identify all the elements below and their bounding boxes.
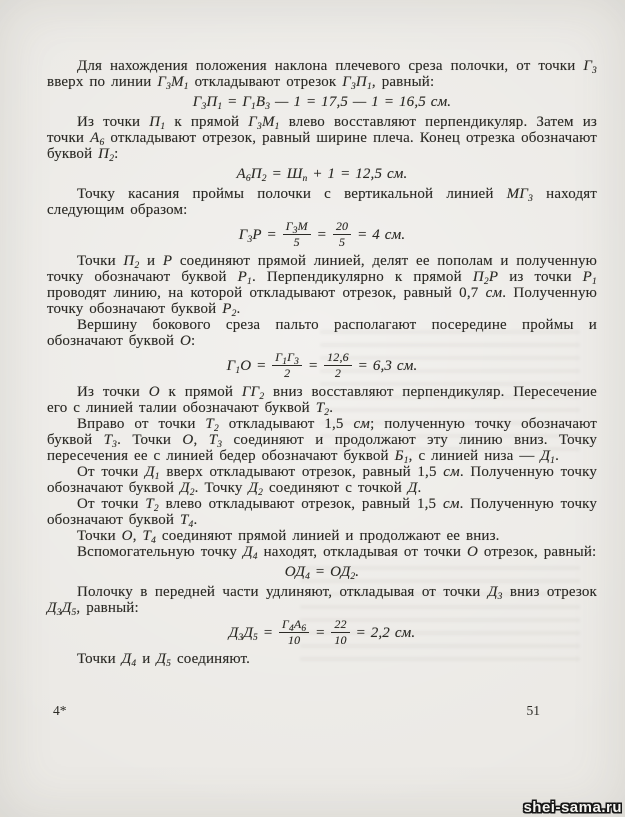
paragraph: Вспомогательную точку $Д_4$ находят, откладывая от точки О отрезок, равный: [77,543,597,562]
formula [47,564,597,580]
formula-text: = [310,624,331,641]
formula-text: $Д_3Д_5$ = [228,624,278,643]
formula-text: $ОД_4 = ОД_2$. [284,563,360,582]
formula-text: $Г_1О$ = [226,357,272,376]
formula [47,616,597,647]
formula-text: $А_6П_2 = Ш_п + 1 = 12,5$ см. [236,166,408,184]
formula [47,349,597,380]
paragraph: Из точки О к прямой $ГГ_2$ вниз восставляют перпендикуляр. Пересечение его с линией талии обозначают буквой $Т_2$. [47,383,597,418]
formula [47,94,597,110]
formula-text: = 2,2 см. [350,624,416,641]
formula-text: $Г_3П_1 = Г_1В_3$ — 1 = 17,5 — 1 = 16,5 см. [192,94,452,112]
formula-text: = [311,226,332,243]
paragraph: От точки $Т_2$ влево откладывают отрезок, равный 1,5 см. Полученную точку обозначают буквой $Т_4$. [47,495,598,530]
page-footer [47,703,597,719]
fraction: $\frac{22}{10}$ [330,618,350,647]
watermark: shei-sama.ru [523,799,622,816]
page-content [47,58,597,667]
paragraph: Точки $П_2$ и Р соединяют прямой линией, делят ее пополам и полученную точку обозначают буквой $Р_1$. Перпендикулярно к прямой $П_2Р$ из точки $Р_1$ проводят линию, на которой откладывают отрезок, равный 0,7 см. Полученную точку обозначают буквой $Р_2$. [47,252,598,319]
paragraph: Вправо от точки $Т_2$ откладывают 1,5 см; полученную точку обозначают буквой $Т_3$. Точки О, $Т_3$ соединяют и продолжают эту линию вниз. Точку пересечения ее с линией бедер обозначают буквой $Б_1$, с линией низа — $Д_1$. [47,415,597,466]
paragraph: Точку касания проймы полочки с вертикальной линией $МГ_3$ находят следующим образом: [47,186,597,218]
fraction: $\frac{Г_4А_6}{10}$ [278,618,310,647]
fraction: $\frac{12,6}{2}$ [323,351,353,380]
paragraph: Из точки $П_1$ к прямой $Г_3М_1$ влево восставляют перпендикуляр. Затем из точки $А_6$ откладывают отрезок, равный ширине плеча. Конец отрезка обозначают буквой $П_2$: [47,114,597,164]
signature-mark: 4* [53,703,67,718]
paragraph: Точки О, $Т_4$ соединяют прямой линией и продолжают ее вниз. [77,527,500,546]
fraction: $\frac{Г_1Г_3}{2}$ [271,351,303,380]
paragraph: Полочку в передней части удлиняют, откладывая от точки $Д_3$ вниз отрезок $Д_3Д_5$, равный: [47,583,597,618]
formula-text: = [303,357,324,374]
paragraph: Точки $Д_4$ и $Д_5$ соединяют. [77,650,251,669]
formula [47,166,597,182]
formula [47,219,597,249]
formula-text: $Г_3Р$ = [238,226,282,245]
formula-text: = 4 см. [352,226,406,243]
formula-text: = 6,3 см. [352,357,418,374]
paragraph: От точки $Д_1$ вверх откладывают отрезок, равный 1,5 см. Полученную точку обозначают буквой $Д_2$. Точку $Д_2$ соединяют с точкой Д. [47,463,597,498]
fraction: $\frac{Г_3М}{5}$ [282,220,312,249]
page-number: 51 [526,703,540,718]
paragraph: Вершину бокового среза пальто располагают посередине проймы и обозначают буквой О: [47,316,597,349]
fraction: $\frac{20}{5}$ [332,220,352,249]
paragraph: Для нахождения положения наклона плечевого среза полочки, от точки $Г_3$ вверх по линии $Г_3М_1$ откладывают отрезок $Г_3П_1$, равный: [47,58,597,92]
